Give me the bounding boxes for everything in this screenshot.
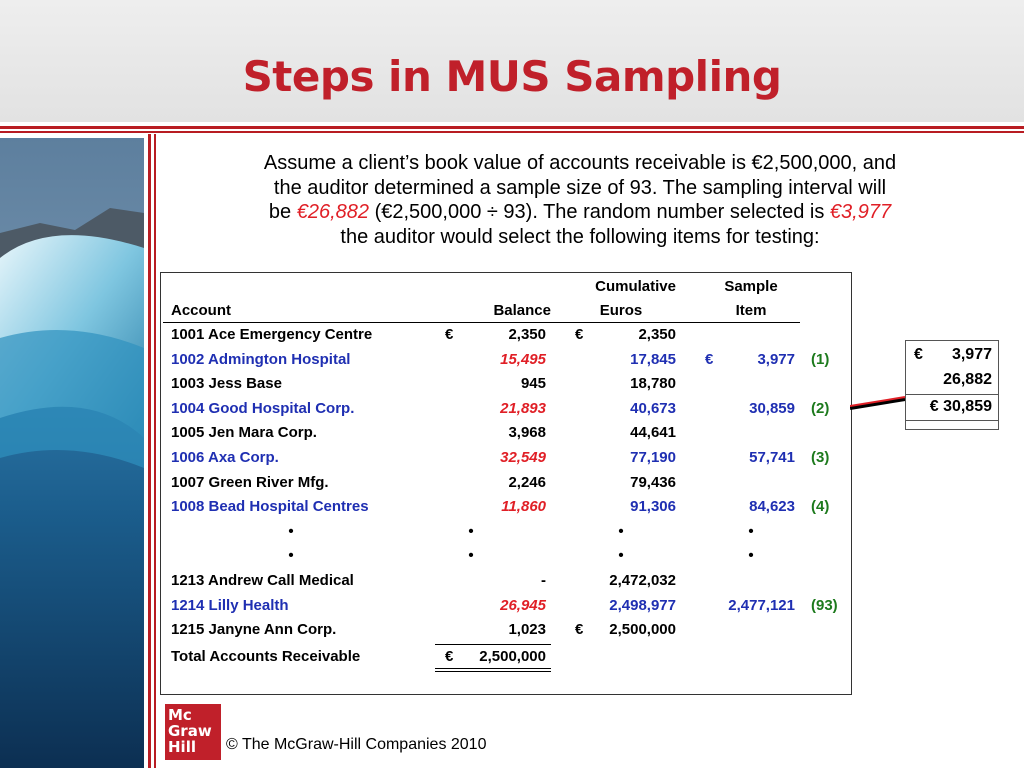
title-rule-top: [0, 126, 1024, 129]
table-row: [161, 372, 851, 396]
sample-cell: •: [748, 547, 754, 565]
cumulative-currency: €: [575, 621, 584, 639]
account-cell: •: [288, 522, 294, 540]
cumulative-cell: 2,500,000: [609, 621, 676, 639]
table-row: [161, 446, 851, 470]
intro-line-3: [164, 200, 996, 225]
table-row: [161, 594, 851, 618]
balance-cell: 945: [520, 375, 546, 393]
account-cell: 1005 Jen Mara Corp.: [171, 424, 317, 442]
total-double-underline-2: [435, 671, 551, 672]
total-currency: €: [445, 648, 454, 665]
intro-line-4: the auditor would select the following items for testing:: [340, 225, 820, 248]
account-cell: 1001 Ace Emergency Centre: [171, 326, 373, 343]
cumulative-cell: 44,641: [630, 424, 676, 442]
cumulative-cell: 2,472,032: [609, 572, 676, 589]
account-cell: 1008 Bead Hospital Centres: [171, 498, 369, 516]
cumulative-cell: •: [618, 547, 624, 565]
sample-cell: 3,977: [757, 350, 795, 368]
cumulative-cell: 2,350: [638, 326, 676, 343]
random-number: €3,977: [829, 201, 892, 223]
intro-line-3-pre: be: [268, 201, 297, 223]
table-header-top: [161, 275, 851, 299]
table-row: [161, 397, 851, 421]
header-cumulative-bottom: Euros: [599, 302, 643, 319]
connector-line: [850, 395, 910, 415]
cumulative-cell: 91,306: [630, 498, 676, 516]
sample-cell: 30,859: [749, 399, 795, 417]
logo-line-3: Hill: [168, 738, 196, 756]
account-cell: •: [288, 547, 294, 565]
account-cell: 1214 Lilly Health: [171, 596, 289, 614]
total-double-underline-1: [435, 668, 551, 669]
account-cell: 1215 Janyne Ann Corp.: [171, 621, 337, 639]
iceberg-image: [0, 138, 144, 768]
balance-cell: 2,350: [508, 326, 546, 343]
account-cell: 1003 Jess Base: [171, 375, 282, 393]
calc-line-1-value: 3,977: [951, 346, 992, 363]
intro-line-2: the auditor determined a sample size of 93. The sampling interval will: [273, 176, 887, 199]
logo-line-2: Graw: [168, 722, 212, 740]
sample-cell: 57,741: [749, 449, 795, 466]
table-row: [161, 323, 851, 347]
account-cell: 1213 Andrew Call Medical: [171, 572, 354, 589]
cumulative-cell: 77,190: [630, 449, 676, 466]
calc-line-3-value: € 30,859: [929, 398, 992, 415]
calc-bottom-line: [906, 420, 998, 421]
balance-cell: -: [541, 572, 546, 589]
balance-cell: 1,023: [508, 621, 546, 639]
sample-cell: •: [748, 522, 754, 540]
interval-calculation-box: [905, 340, 999, 430]
table-row: [161, 495, 851, 519]
reference-cell: (4): [811, 498, 830, 516]
balance-cell: 26,945: [500, 596, 546, 614]
balance-cell: 2,246: [508, 473, 546, 491]
sample-cell: 84,623: [749, 498, 795, 516]
cumulative-cell: 40,673: [630, 399, 676, 417]
sample-cell: 2,477,121: [728, 596, 795, 614]
balance-currency: €: [445, 326, 454, 343]
header-balance: Balance: [493, 302, 551, 319]
table-row: [161, 569, 851, 593]
balance-cell: 15,495: [500, 350, 546, 368]
header-cumulative-top: Cumulative: [595, 278, 676, 295]
reference-cell: (2): [811, 399, 830, 417]
calc-line-2: [906, 368, 998, 392]
slide-title: Steps in MUS Sampling: [242, 52, 782, 101]
balance-cell: •: [468, 547, 474, 565]
calc-line-1-currency: €: [914, 346, 923, 363]
reference-cell: (1): [811, 350, 830, 368]
table-header-bottom: [161, 299, 851, 323]
table-row: [161, 520, 851, 544]
cumulative-currency: €: [575, 326, 584, 343]
intro-line-1: Assume a client’s book value of accounts receivable is €2,500,000, and: [263, 152, 897, 174]
table-row: [161, 421, 851, 445]
table-row: [161, 348, 851, 372]
sample-currency: €: [705, 350, 714, 368]
vertical-rule-1: [148, 134, 151, 768]
sample-table: [160, 272, 852, 695]
reference-cell: (93): [811, 596, 838, 614]
total-row: [161, 645, 851, 669]
header-account: Account: [171, 302, 231, 319]
logo-line-1: Mc: [168, 706, 192, 724]
account-cell: 1007 Green River Mfg.: [171, 473, 329, 491]
header-sample-top: Sample: [724, 278, 778, 295]
account-cell: 1004 Good Hospital Corp.: [171, 399, 355, 417]
cumulative-cell: 18,780: [630, 375, 676, 393]
calc-line-1: [906, 343, 998, 367]
account-cell: 1002 Admington Hospital: [171, 350, 351, 368]
header-sample-bottom: Item: [735, 302, 767, 319]
balance-cell: 21,893: [500, 399, 546, 417]
cumulative-cell: •: [618, 522, 624, 540]
cumulative-cell: 17,845: [630, 350, 676, 368]
reference-cell: (3): [811, 449, 830, 466]
balance-cell: 11,860: [501, 498, 546, 516]
mcgraw-hill-logo: [165, 704, 221, 760]
copyright-notice: © The McGraw-Hill Companies 2010: [226, 736, 487, 753]
sampling-interval: €26,882: [296, 201, 370, 223]
balance-cell: 3,968: [508, 424, 546, 442]
table-row: [161, 471, 851, 495]
cumulative-cell: 2,498,977: [609, 596, 676, 614]
intro-line-3-mid: (€2,500,000 ÷ 93). The random number selected is: [369, 201, 830, 223]
title-rule-bottom: [0, 131, 1024, 133]
calc-line-3: [906, 395, 998, 419]
calc-line-2-value: 26,882: [943, 371, 992, 388]
account-cell: 1006 Axa Corp.: [171, 449, 279, 466]
vertical-rule-2: [154, 134, 156, 768]
balance-cell: •: [468, 522, 474, 540]
balance-cell: 32,549: [500, 449, 546, 466]
total-label: Total Accounts Receivable: [171, 648, 361, 665]
intro-paragraph: [164, 151, 996, 249]
cumulative-cell: 79,436: [630, 473, 676, 491]
table-row: [161, 618, 851, 642]
total-amount: 2,500,000: [479, 648, 546, 665]
table-row: [161, 544, 851, 568]
